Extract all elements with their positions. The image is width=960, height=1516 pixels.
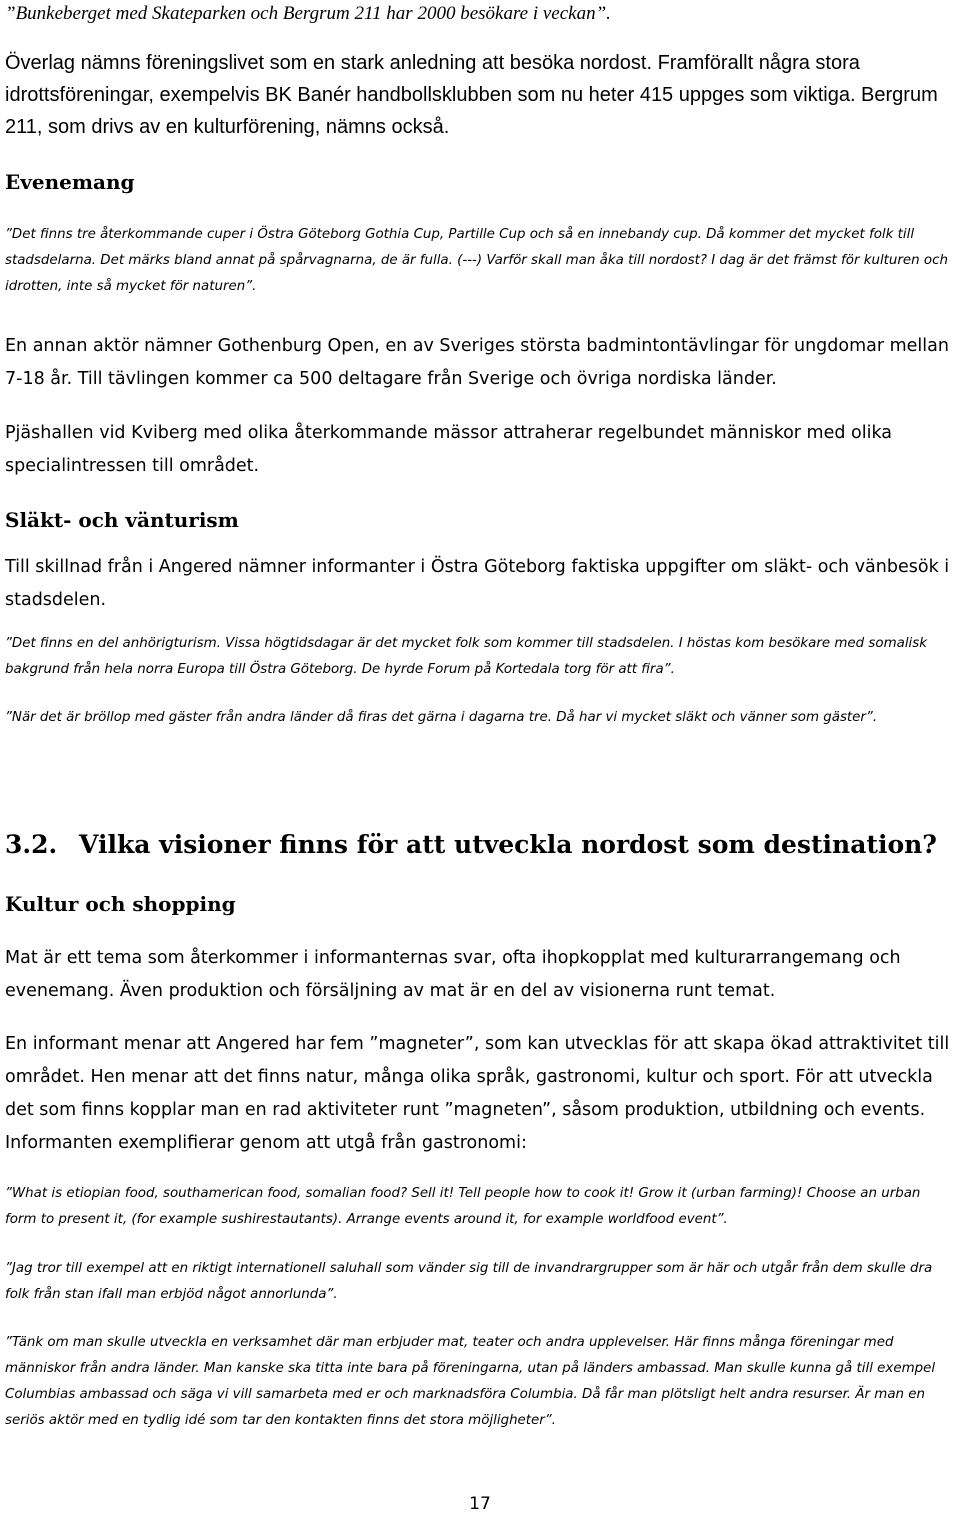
paragraph-gothenburg-open: En annan aktör nämner Gothenburg Open, en av Sveriges största badmintontävlingar för ungdomar mellan 7-18 år. Till tävlingen kommer ca 500 deltagare från Sverige och övriga nordiska länder.	[5, 336, 949, 389]
quote-verksamhet: ”Tänk om man skulle utveckla en verksamhet där man erbjuder mat, teater och andra upplevelser. Här finns många föreningar med människor från andra länder. Man kanske ska titta inte bara på föreningarna, utan på länders ambassad. Man skulle kunna gå till exempel Columbias ambassad och säga vi vill samarbeta med er och marknadsföra Columbia. Då får man plötsligt helt andra resurser. Är man en seriös aktör med en tydlig idé som tar den kontakten finns det stora möjligheter”.	[5, 1335, 936, 1428]
section-title: Vilka visioner finns för att utveckla nordost som destination?	[79, 830, 937, 859]
section-heading-3-2	[5, 828, 950, 862]
page-number: 17	[469, 1494, 491, 1514]
paragraph-mat: Mat är ett tema som återkommer i informanternas svar, ofta ihopkopplat med kulturarrangemang och evenemang. Även produktion och försäljning av mat är en del av visionerna runt temat.	[5, 948, 901, 1001]
quote-worldfood: ”What is etiopian food, southamerican food, somalian food? Sell it! Tell people how to cook it! Grow it (urban farming)! Choose an urban form to present it, (for example sushirestautants). Arrange events around it, for example worldfood event”.	[5, 1186, 921, 1227]
heading-slakt-och-vanturism: Släkt- och vänturism	[5, 508, 239, 532]
quote-cuper: ”Det finns tre återkommande cuper i Östra Göteborg Gothia Cup, Partille Cup och så en innebandy cup. Då kommer det mycket folk till stadsdelarna. Det märks bland annat på spårvagnarna, de är fulla. (---) Varför skall man åka till nordost? I dag är det främst för kulturen och idrotten, inte så mycket för naturen”.	[5, 227, 948, 294]
paragraph-foreningsliv: Överlag nämns föreningslivet som en stark anledning att besöka nordost. Framförallt några stora idrottsföreningar, exempelvis BK Banér handbollsklubben som nu heter 415 uppges som viktiga. Bergrum 211, som drivs av en kulturförening, nämns också.	[5, 52, 938, 138]
quote-brollop: ”När det är bröllop med gäster från andra länder då firas det gärna i dagarna tre. Då har vi mycket släkt och vänner som gäster”.	[5, 710, 878, 725]
quote-bunkeberget: ”Bunkeberget med Skateparken och Bergrum 211 har 2000 besökare i veckan”.	[5, 3, 611, 24]
quote-saluhall: ”Jag tror till exempel att en riktigt internationell saluhall som vänder sig till de invandrargrupper som är här och utgår från dem skulle dra folk från stan ifall man erbjöd något annorlunda”.	[5, 1261, 933, 1302]
paragraph-slakt: Till skillnad från i Angered nämner informanter i Östra Göteborg faktiska uppgifter om släkt- och vänbesök i stadsdelen.	[5, 557, 950, 610]
section-number: 3.2.	[5, 830, 58, 859]
paragraph-pjashallen: Pjäshallen vid Kviberg med olika återkommande mässor attraherar regelbundet människor med olika specialintressen till området.	[5, 423, 893, 476]
paragraph-magneter: En informant menar att Angered har fem ”magneter”, som kan utvecklas för att skapa ökad attraktivitet till området. Hen menar att det finns natur, många olika språk, gastronomi, kultur och sport. För att utveckla det som finns kopplar man en rad aktiviteter runt ”magneten”, såsom produktion, utbildning och events. Informanten exemplifierar genom att utgå från gastronomi:	[5, 1034, 950, 1153]
quote-anhorigturism: ”Det finns en del anhörigturism. Vissa högtidsdagar är det mycket folk som kommer till stadsdelen. I höstas kom besökare med somalisk bakgrund från hela norra Europa till Östra Göteborg. De hyrde Forum på Kortedala torg för att fira”.	[5, 636, 927, 677]
heading-kultur-och-shopping: Kultur och shopping	[5, 892, 236, 916]
heading-evenemang: Evenemang	[5, 170, 135, 194]
